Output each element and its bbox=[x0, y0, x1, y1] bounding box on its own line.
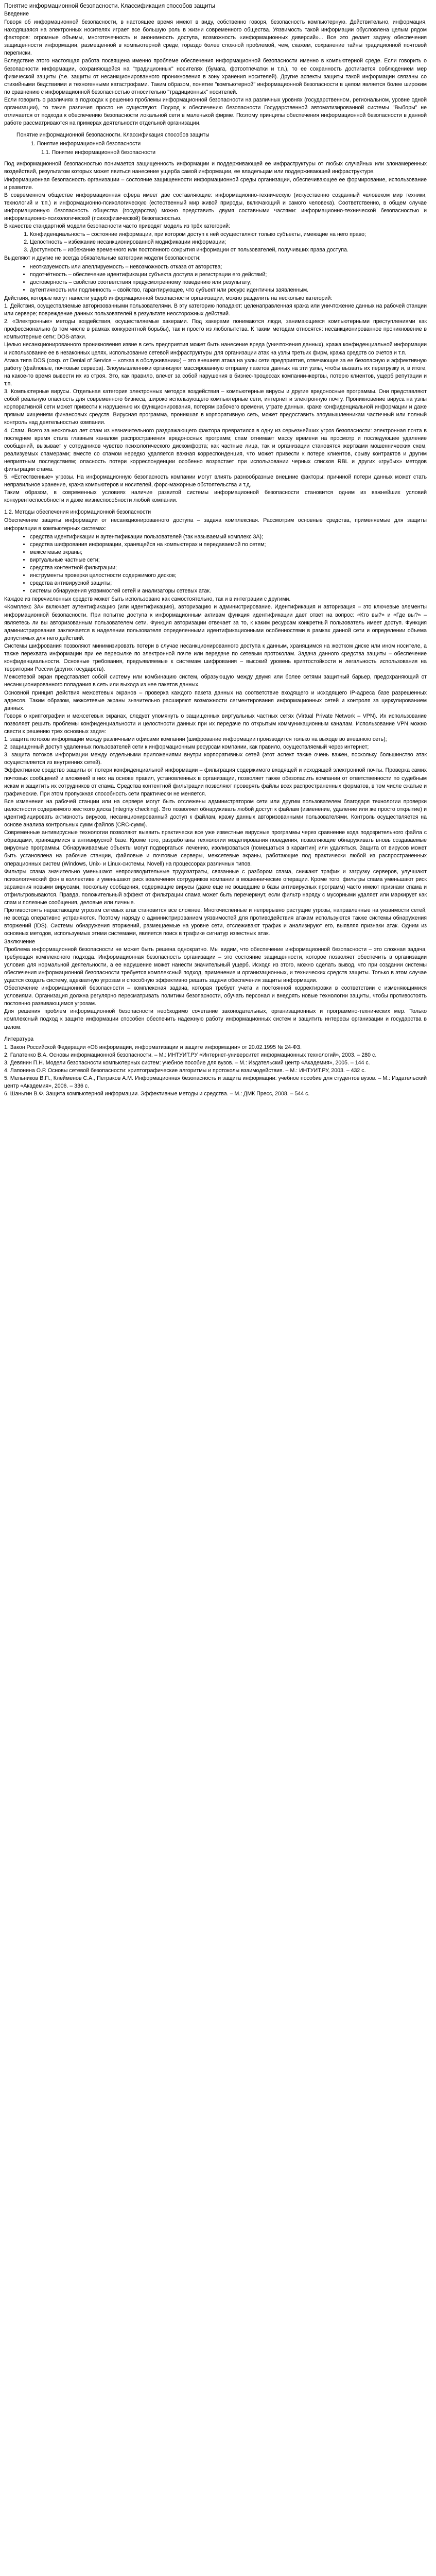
intro-heading: Введение bbox=[4, 11, 29, 17]
list-item: • аутентичность или подлинность – свойство, гарантирующее, что субъект или ресурс идентичны заявленным. bbox=[30, 286, 427, 294]
toc-entry[interactable]: 1.1. Понятие информационной безопасности bbox=[41, 149, 156, 156]
body-paragraph: В современном обществе информационная сфера имеет две составляющие: информационно-техническую (искусственно созданный человеком мир техники, технологий и т.п.) и информационно-психологическую (естественный мир живой природы, включающий и самого человека). Соответственно, в общем случае информационную безопасность общества (государства) можно представить двумя составными частями: информационно-технической безопасностью и информационно-психологической (психофизической) безопасностью. bbox=[4, 192, 427, 222]
intro-paragraph: Говоря об информационной безопасности, в настоящее время имеют в виду, собственно говоря, безопасность компьютерную. Действительно, информация, находящаяся на электронных носителях играет все большую роль в жизни современного общества. Уязвимость такой информации обусловлена целым рядом факторов: огромные объемы, многоточечность и анонимность доступа, возможность «информационных диверсий»... Все это делает задачу обеспечения защищенности информации, размещенной в компьютерной среде, гораздо более сложной проблемой, чем, скажем, сохранение тайны традиционной почтовой переписки. bbox=[4, 19, 427, 57]
list-item: • средства контентной фильтрации; bbox=[30, 564, 427, 572]
protection-tools-list bbox=[4, 533, 427, 596]
list-item: 2. Целостность – избежание несанкционированной модификации информации; bbox=[30, 239, 427, 246]
body-part-2 bbox=[4, 255, 427, 262]
body-paragraph: 2. «Электронные» методы воздействия, осуществляемые хакерами. Под хакерами понимаются люди, занимающиеся компьютерными преступлениями как профессионально (в том числе в рамках конкурентной борьбы), так и просто из любопытства. К таким методам относятся: несанкционированное проникновение в компьютерные сети; DOS-атаки. bbox=[4, 318, 427, 341]
reference-item: 6. Шаньгин В.Ф. Защита компьютерной информации. Эффективные методы и средства. – М.: ДМК Пресс, 2008. – 544 с. bbox=[4, 1091, 310, 1097]
body-paragraph: 2. защищенный доступ удаленных пользователей сети к информационным ресурсам компании, как правило, осуществляемый через интернет; bbox=[4, 744, 369, 751]
body-paragraph: Все изменения на рабочей станции или на сервере могут быть отслежены администратором сети или другим пользователем благодаря технологии проверки целостности содержимого жесткого диска (integrity checking). Это позволяет обнаруживать любой доступ к файлам (изменение, удаление или же просто открытие) и идентифицировать активность вирусов, несанкционированный доступ к файлам, кражу данных авторизованными пользователями. Контроль осуществляется на основе анализа контрольных сумм файлов (CRC-сумм). bbox=[4, 798, 427, 828]
list-item: 3. Доступность – избежание временного или постоянного сокрытия информации от пользователей, получивших права доступа. bbox=[30, 246, 427, 254]
body-paragraph: Информационная безопасность организации – состояние защищенности информационной среды организации, обеспечивающее ее формирование, использование и развитие. bbox=[4, 176, 427, 191]
reference-item: 5. Мельников В.П., Клейменов С.А., Петраков А.М. Информационная безопасность и защита информации: учебное пособие для студентов вузов. – М.: Издательский центр «Академия», 2006. – 336 с. bbox=[4, 1075, 427, 1090]
body-paragraph: Проблема информационной безопасности не может быть решена однократно. Мы видим, что обеспечение информационной безопасности – это сложная задача, требующая комплексного подхода. Информационная безопасность организации – это состояние защищенности, которое позволяет обеспечить в организации условия для нормальной деятельности, а ее нарушение может нанести значительный ущерб. Исходя из этого, можно сделать вывод, что при создании системы обеспечения информационной безопасности требуется комплексный подход, применение и организационных, и технических средств защиты. Только в этом случае удастся создать систему, адекватную угрозам и способную эффективно решать задачи обеспечения защиты информации. bbox=[4, 946, 427, 984]
list-item: • достоверность – свойство соответствия предусмотренному поведению или результату; bbox=[30, 279, 427, 286]
list-item: • средства идентификации и аутентификации пользователей (так называемый комплекс 3А); bbox=[30, 533, 427, 541]
references-heading: Литература bbox=[4, 1036, 33, 1042]
body-paragraph: Действия, которые могут нанести ущерб информационной безопасности организации, можно разделить на несколько категорий: bbox=[4, 295, 333, 301]
body-paragraph: Обеспечение защиты информации от несанкционированного доступа – задача комплексная. Рассмотрим основные средства, применяемые для защиты информации в компьютерных системах: bbox=[4, 517, 427, 532]
toc-entry[interactable]: Понятие информационной безопасности. Классификация способов защиты bbox=[16, 132, 210, 139]
references-list bbox=[4, 1044, 427, 1098]
body-paragraph: Каждое из перечисленных средств может быть использовано как самостоятельно, так и в интеграции с другими. bbox=[4, 596, 291, 603]
body-paragraph: Целью несанкционированного проникновения извне в сеть предприятия может быть нанесение вреда (уничтожения данных), кража конфиденциальной информации и использование ее в незаконных целях, использование сетевой инфраструктуры для организации атак на узлы третьих фирм, кража средств со счетов и т.п. bbox=[4, 342, 427, 356]
body-paragraph: Для решения проблем информационной безопасности необходимо сочетание законодательных, организационных и программно-технических мер. Только комплексный подход к защите информации способен обеспечить надежную работу информационных систем и защитить интересы организации и государства в целом. bbox=[4, 1008, 427, 1030]
table-of-contents bbox=[4, 131, 427, 157]
body-paragraph: Под информационной безопасностью понимается защищенность информации и поддерживающей ее инфраструктуры от любых случайных или злонамеренных воздействий, результатом которых может явиться нанесение ущерба самой информации, ее владельцам или поддерживающей инфраструктуре. bbox=[4, 161, 427, 175]
intro-section bbox=[4, 19, 427, 127]
section-2-heading: 1.2. Методы обеспечения информационной безопасности bbox=[4, 509, 151, 516]
list-item: 1. Конфиденциальность – состояние информации, при котором доступ к ней осуществляют только субъекты, имеющие на него право; bbox=[30, 231, 427, 239]
body-paragraph: Системы шифрования позволяют минимизировать потери в случае несанкционированного доступа к данным, хранящимся на жестком диске или ином носителе, а также перехвата информации при ее пересылке по электронной почте или передаче по сетевым протоколам. Задача данного средства защиты – обеспечение конфиденциальности. Основные требования, предъявляемые к системам шифрования – высокий уровень криптостойкости и легальность использования на территории России (других государств). bbox=[4, 642, 427, 673]
body-paragraph: Заключение bbox=[4, 938, 36, 945]
intro-paragraph: Если говорить о различиях в подходах к решению проблемы информационной безопасности на различных уровнях (государственном, региональном, уровне одной организации), то такие различия просто не существуют. Подход к обеспечению безопасности Государственной автоматизированной системы "Выборы" не отличается от подхода к обеспечению безопасности локальной сети в маленькой фирме. Поэтому принципы обеспечения информационной безопасности в данной работе рассматриваются на примерах деятельности отдельной организации. bbox=[4, 96, 427, 127]
list-item: • подотчётность – обеспечение идентификации субъекта доступа и регистрации его действий; bbox=[30, 271, 427, 279]
body-paragraph: Основной принцип действия межсетевых экранов – проверка каждого пакета данных на соответствие входящего и исходящего IP-адреса базе разрешенных адресов. Таким образом, межсетевые экраны значительно расширяют возможности сегментирования информационных сетей и контроля за циркулированием данных. bbox=[4, 689, 427, 711]
body-part-3 bbox=[4, 295, 427, 505]
body-paragraph: Атака типа DOS (сокр. от Denial of Service – «отказ в обслуживании») – это внешняя атака на узлы сети предприятия, отвечающие за ее безопасную и эффективную работу (файловые, почтовые сервера). Злоумышленники организуют массированную отправку пакетов данных на эти узлы, чтобы вызвать их перегрузку и, в итоге, на какое-то время вывести их из строя. Это, как правило, влечет за собой нарушения в бизнес-процессах компании-жертвы, потерю клиентов, ущерб репутации и т.п. bbox=[4, 357, 427, 387]
document-title: Понятие информационной безопасности. Классификация способов защиты bbox=[4, 3, 216, 9]
list-item: • средства шифрования информации, хранящейся на компьютерах и передаваемой по сетям; bbox=[30, 541, 427, 549]
reference-item: 4. Лапонина О.Р. Основы сетевой безопасности: криптографические алгоритмы и протоколы взаимодействия. – М.: ИНТУИТ.РУ, 2003. – 432 с. bbox=[4, 1067, 366, 1074]
body-paragraph: Фильтры спама значительно уменьшают непроизводительные трудозатраты, связанные с разбором спама, снижают трафик и загрузку серверов, улучшают психологический фон в коллективе и уменьшают риск вовлечения сотрудников компании в мошеннические операции. Кроме того, фильтры спама уменьшают риск заражения новыми вирусами, поскольку сообщения, содержащие вирусы (даже еще не вошедшие в базы антивирусных программ) часто имеют признаки спама и отфильтровываются. Правда, положительный эффект от фильтрации спама может быть перечеркнут, если фильтр наряду с мусорными удаляет или маркирует как спам и полезные сообщения, деловые или личные. bbox=[4, 868, 427, 906]
extra-categories-list bbox=[4, 263, 427, 294]
document-page bbox=[0, 0, 436, 1103]
body-paragraph: 1. защита потоков информации между различными офисами компании (шифрование информации производится только на выходе во внешнюю сеть); bbox=[4, 736, 387, 743]
list-item: • виртуальные частные сети; bbox=[30, 556, 427, 564]
body-part-1 bbox=[4, 160, 427, 230]
reference-item: 2. Галатенко В.А. Основы информационной безопасности. – М.: ИНТУИТ.РУ «Интернет-университет информационных технологий», 2003. – 280 с. bbox=[4, 1052, 377, 1058]
reference-item: 3. Девянин П.Н. Модели безопасности компьютерных систем: учебное пособие для вузов. – М.: Издательский центр «Академия», 2005. – 144 с. bbox=[4, 1059, 370, 1066]
list-item: • средства антивирусной защиты; bbox=[30, 580, 427, 587]
body-paragraph: В качестве стандартной модели безопасности часто приводят модель из трёх категорий: bbox=[4, 223, 230, 230]
body-paragraph: 3. защита потоков информации между отдельными приложениями внутри корпоративных сетей (этот аспект также очень важен, поскольку большинство атак осуществляется из внутренних сетей). bbox=[4, 752, 427, 766]
body-paragraph: Эффективное средство защиты от потери конфиденциальной информации – фильтрация содержимого входящей и исходящей электронной почты. Проверка самих почтовых сообщений и вложений в них на основе правил, установленных в организации, позволяет также обезопасить компании от ответственности по судебным искам и защитить их сотрудников от спама. Средства контентной фильтрации позволяют проверять файлы всех распространенных форматов, в том числе сжатые и графические. При этом пропускная способность сети практически не меняется. bbox=[4, 767, 427, 797]
body-part-4 bbox=[4, 517, 427, 532]
body-paragraph: Современные антивирусные технологии позволяют выявить практически все уже известные вирусные программы через сравнение кода подозрительного файла с образцами, хранящимися в антивирусной базе. Кроме того, разработаны технологии моделирования поведения, позволяющие обнаруживать вновь создаваемые вирусные программы. Обнаруживаемые объекты могут подвергаться лечению, изолироваться (помещаться в карантин) или удаляться. Защита от вирусов может быть установлена на рабочие станции, файловые и почтовые серверы, межсетевые экраны, работающие под практически любой из распространенных операционных систем (Windows, Unix- и Linux-системы, Novell) на процессорах различных типов. bbox=[4, 829, 427, 867]
body-paragraph: Противостоять нарастающим угрозам сетевых атак становится все сложнее. Многочисленные и непрерывно растущие угрозы, направленные на уязвимости сетей, не всегда оперативно устраняются. Поэтому наряду с администрированием уязвимостей для противодействия атакам используются также системы обнаружения вторжений (IDS). Системы обнаружения вторжений, размещаемые на уровне сети, отслеживают трафик и анализируют его, выявляя признаки атак. Одним из основных методов, используемых этими системами, является поиск в трафике сигнатур известных атак. bbox=[4, 907, 427, 937]
toc-entry[interactable]: 1. Понятие информационной безопасности bbox=[31, 141, 141, 147]
security-model-list bbox=[4, 231, 427, 254]
list-item: • системы обнаружения уязвимостей сетей и анализаторы сетевых атак. bbox=[30, 587, 427, 595]
reference-item: 1. Закон Российской Федерации «Об информации, информатизации и защите информации» от 20.02.1995 № 24-ФЗ. bbox=[4, 1044, 302, 1050]
body-paragraph: Таким образом, в современных условиях наличие развитой системы информационной безопасности становится одним из важнейших условий конкурентоспособности и даже жизнеспособности любой компании. bbox=[4, 489, 427, 504]
body-paragraph: 5. «Естественные» угрозы. На информационную безопасность компании могут влиять разнообразные внешние факторы: причиной потери данных может стать неправильное хранение, кража компьютеров и носителей, форс-мажорные обстоятельства и т.д. bbox=[4, 474, 427, 488]
list-item: • неотказуемость или апеллируемость – невозможность отказа от авторства; bbox=[30, 263, 427, 271]
body-paragraph: Межсетевой экран представляет собой систему или комбинацию систем, образующую между двумя или более сетями защитный барьер, предохраняющий от несанкционированного попадания в сеть или выхода из нее пакетов данных. bbox=[4, 674, 427, 688]
body-paragraph: Выделяют и другие не всегда обязательные категории модели безопасности: bbox=[4, 255, 201, 262]
body-paragraph: 3. Компьютерные вирусы. Отдельная категория электронных методов воздействия – компьютерные вирусы и другие вредоносные программы. Они представляют собой реальную опасность для современного бизнеса, широко использующего компьютерные сети, интернет и электронную почту. Проникновение вируса на узлы корпоративной сети может привести к нарушению их функционирования, потерям рабочего времени, утрате данных, краже конфиденциальной информации и даже прямым хищениям финансовых средств. Вирусная программа, проникшая в корпоративную сеть, может предоставить злоумышленникам частичный или полный контроль над деятельностью компании. bbox=[4, 388, 427, 426]
list-item: • межсетевые экраны; bbox=[30, 549, 427, 556]
body-paragraph: Говоря о криптографии и межсетевых экранах, следует упомянуть о защищенных виртуальных частных сетях (Virtual Private Network – VPN). Их использование позволяет решить проблемы конфиденциальности и целостности данных при их передаче по открытым коммуникационным каналам. Использование VPN можно свести к решению трех основных задач: bbox=[4, 713, 427, 735]
body-paragraph: «Комплекс 3А» включает аутентификацию (или идентификацию), авторизацию и администрирование. Идентификация и авторизация – это ключевые элементы информационной безопасности. При попытке доступа к информационным активам функция идентификации дает ответ на вопрос: «Кто вы?» и «Где вы?» – являетесь ли вы авторизованным пользователем сети. Функция авторизации отвечает за то, к каким ресурсам конкретный пользователь имеет доступ. Функция администрирования заключается в наделении пользователя определенными идентификационными особенностями в рамках данной сети и определении объема допустимых для него действий. bbox=[4, 604, 427, 641]
body-paragraph: 1. Действия, осуществляемые авторизованными пользователями. В эту категорию попадают: целенаправленная кража или уничтожение данных на рабочей станции или сервере; повреждение данных пользователей в результате неосторожных действий. bbox=[4, 303, 427, 317]
body-paragraph: Обеспечение информационной безопасности – комплексная задача, которая требует учета и постоянной корректировки в соответствии с изменяющимися условиями. Организация должна регулярно пересматривать политики безопасности, обучать персонал и внедрять новые технологии защиты, чтобы противостоять постоянно развивающимся угрозам. bbox=[4, 985, 427, 1007]
body-paragraph: 4. Спам. Всего за несколько лет спам из незначительного раздражающего фактора превратился в одну из серьезнейших угроз безопасности: электронная почта в последнее время стала главным каналом распространения вредоносных программ; спам отнимает массу времени на просмотр и последующее удаление сообщений, вызывает у сотрудников чувство психологического дискомфорта; как частные лица, так и организации становятся жертвами мошеннических схем, реализуемых спамерами; вместе со спамом нередко удаляется важная корреспонденция, что может привести к потере клиентов, срыву контрактов и другим неприятным последствиям; опасность потери корреспонденции особенно возрастает при использовании черных списков RBL и других «грубых» методов фильтрации спама. bbox=[4, 427, 427, 472]
list-item: • инструменты проверки целостности содержимого дисков; bbox=[30, 572, 427, 580]
body-part-5 bbox=[4, 596, 427, 1031]
intro-paragraph: Вследствие этого настоящая работа посвящена именно проблеме обеспечения информационной безопасности именно в компьютерной среде. Если говорить о безопасности информации, сохраняющейся на "традиционных" носителях (бумага, фотоотпечатки и т.п.), то ее сохранность достигается соблюдением мер физической защиты (т.е. защиты от несанкционированного проникновения в зону хранения носителей). Другие аспекты защиты такой информации связаны со стихийными бедствиями и техногенными катастрофами. Таким образом, понятие "компьютерной" информационной безопасности в целом является более широким по сравнению с информационной безопасностью относительно "традиционных" носителей. bbox=[4, 58, 427, 95]
